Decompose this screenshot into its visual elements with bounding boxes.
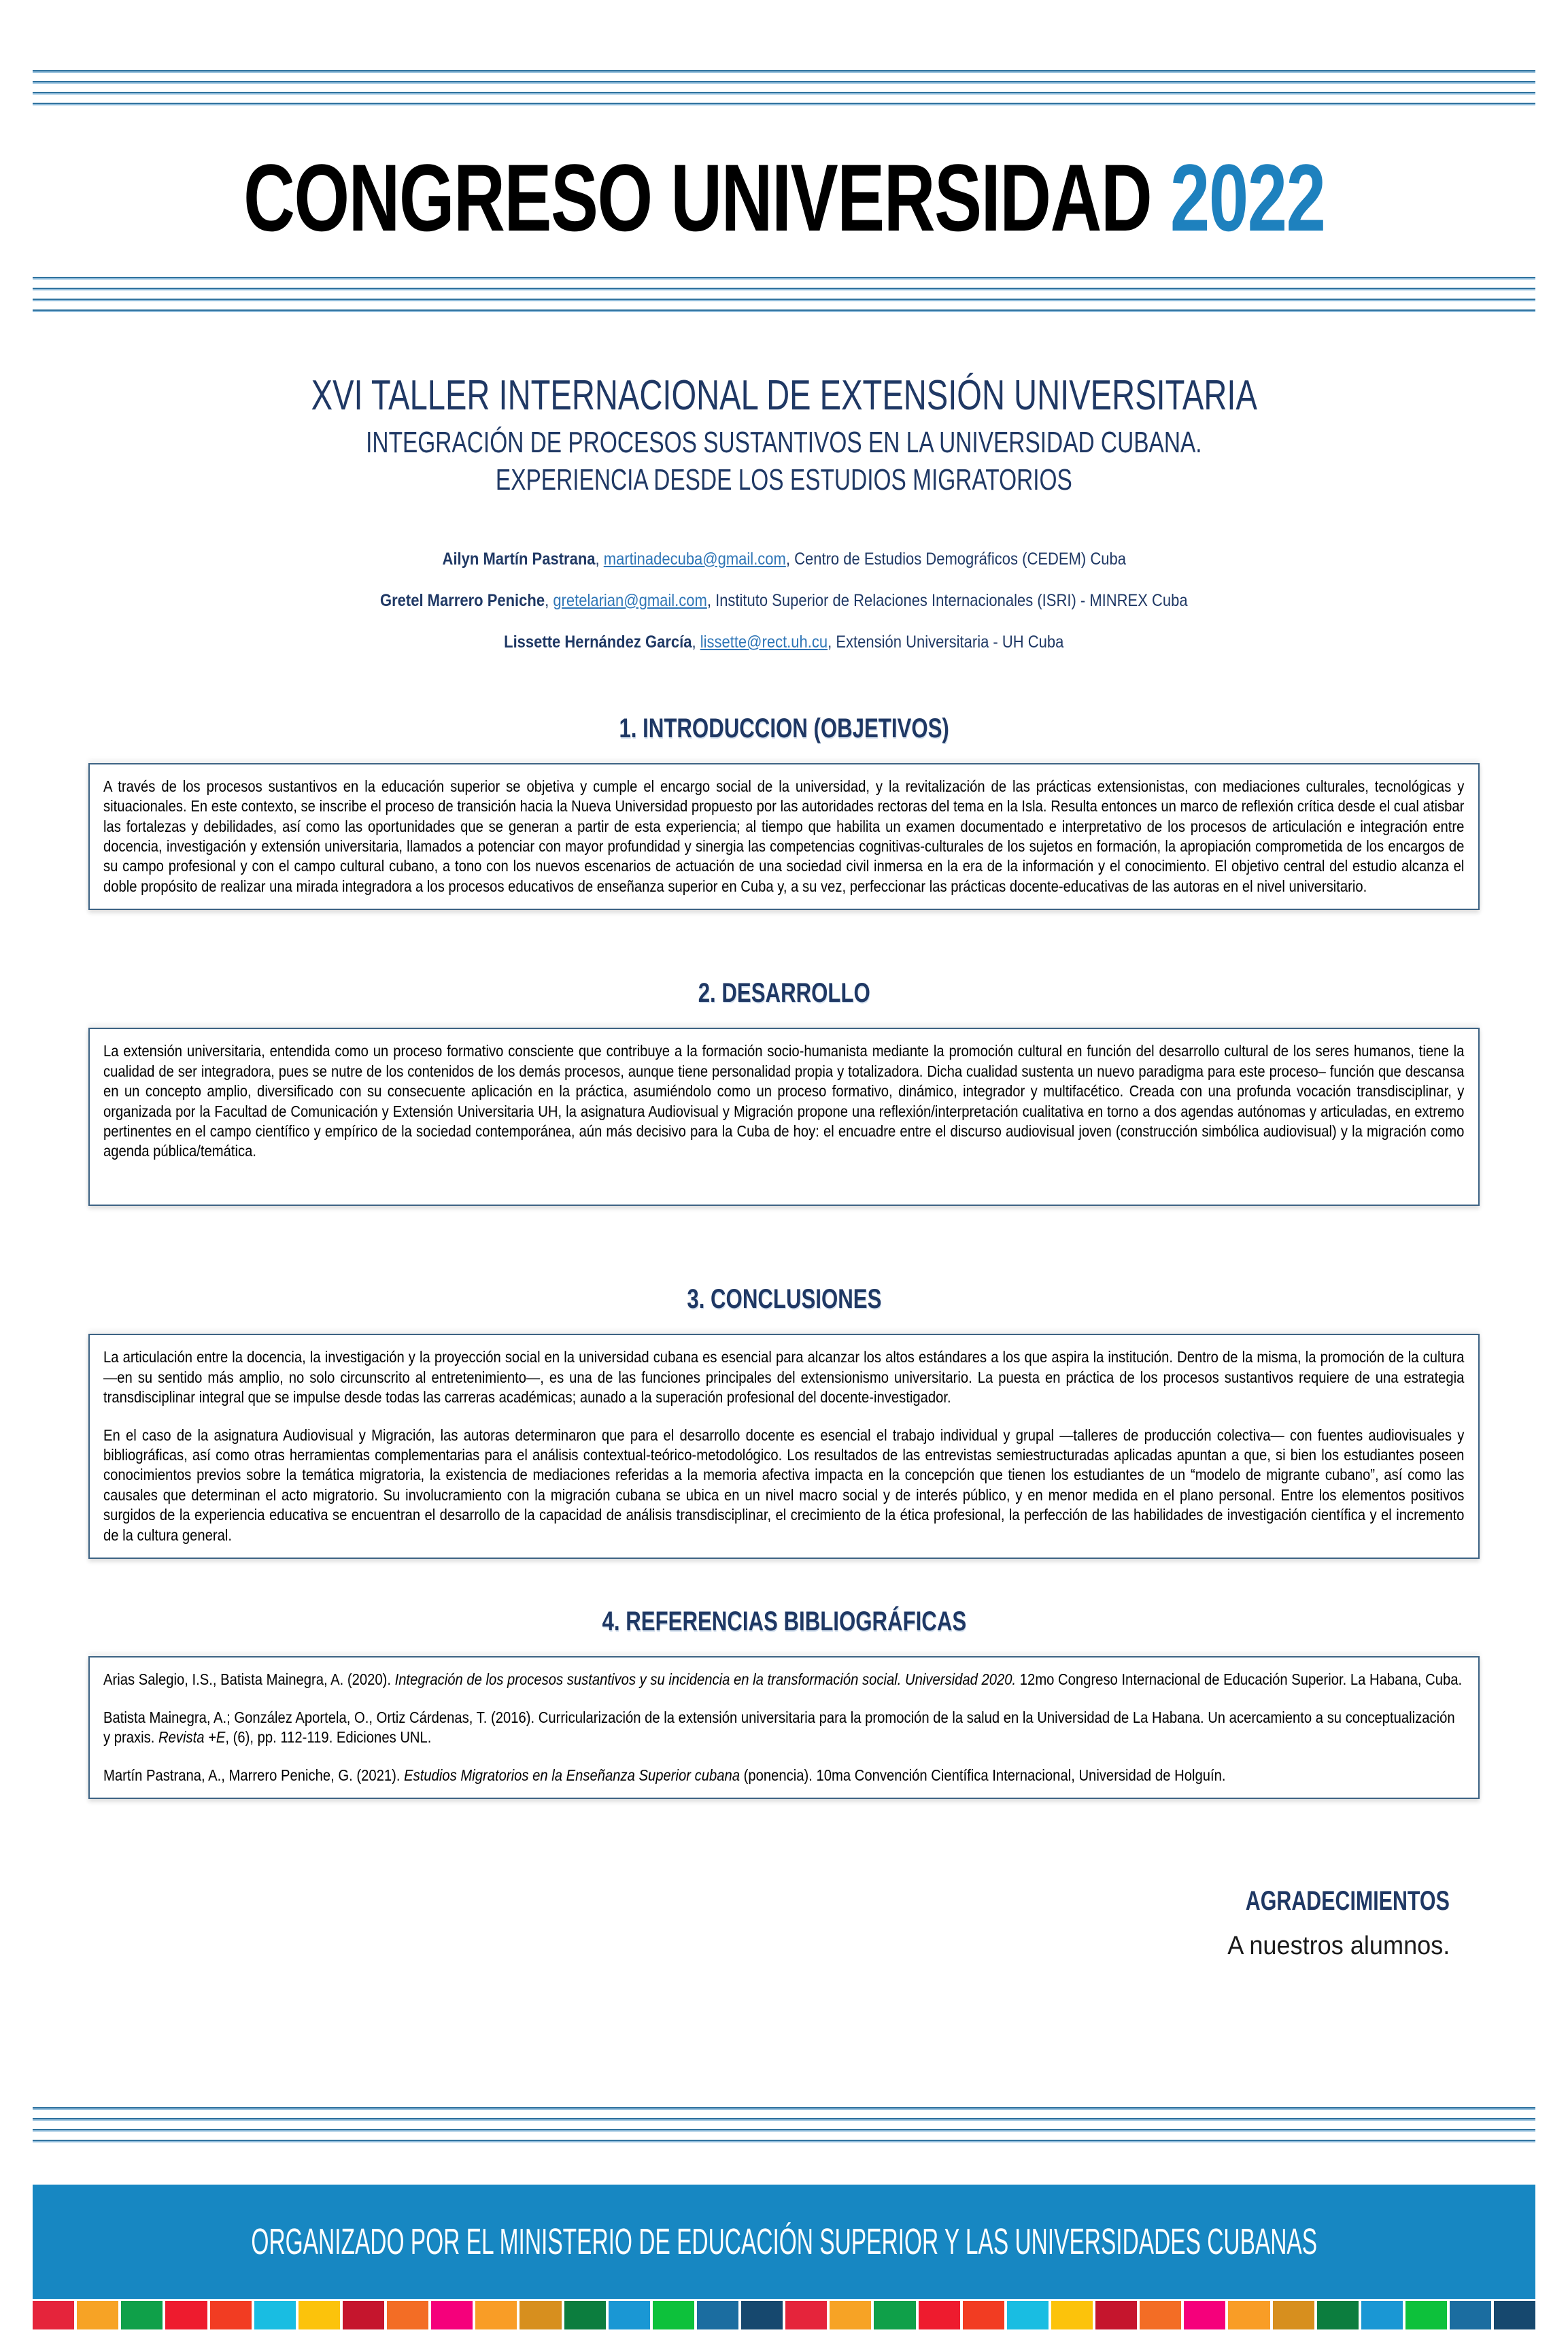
divider-line: [33, 2118, 1535, 2121]
divider-line: [33, 288, 1535, 290]
section-heading-conclusiones: 3. CONCLUSIONES: [686, 1284, 882, 1315]
conclusiones-paragraph-1: La articulación entre la docencia, la investigación y la proyección social en la universidad cubana es esencial para alcanzar los altos estándares a los que aspira la institución. Dentro de la misma, la promoción de la cultura —en su sentido más amplio, no solo circunscrito al entretenimiento—, es una de las funciones principales del extensionismo universitario. La puesta en práctica de los procesos sustantivos requiere de una estrategia transdisciplinar integral que se impulse desde todas las carreras académicas; aunado a la superación profesional del docente-investigador.: [103, 1348, 1465, 1407]
divider-line: [33, 309, 1535, 312]
sdg-color-square: [1273, 2301, 1314, 2329]
author-line-3: Lissette Hernández García, lissette@rect.uh.cu, Extensión Universitaria - UH Cuba: [504, 632, 1064, 652]
sdg-color-square: [1405, 2301, 1447, 2329]
sdg-color-square: [1228, 2301, 1269, 2329]
sdg-color-square: [1095, 2301, 1137, 2329]
event-title: XVI TALLER INTERNACIONAL DE EXTENSIÓN UNIVERSITARIA: [311, 372, 1257, 419]
agradecimientos-heading: AGRADECIMIENTOS: [1245, 1885, 1450, 1916]
sdg-color-square: [299, 2301, 340, 2329]
divider-line: [33, 70, 1535, 73]
sdg-color-square: [165, 2301, 207, 2329]
sdg-color-square: [1184, 2301, 1225, 2329]
sdg-color-square: [741, 2301, 783, 2329]
desarrollo-text-box: [88, 1028, 1480, 1206]
masthead-title: CONGRESO UNIVERSIDAD: [243, 144, 1151, 251]
organizer-footer-band: [33, 2185, 1535, 2299]
conclusiones-text-box: [88, 1334, 1480, 1559]
sdg-color-square: [1007, 2301, 1049, 2329]
sdg-color-square: [785, 2301, 827, 2329]
sdg-color-square: [830, 2301, 871, 2329]
sdg-color-square: [210, 2301, 252, 2329]
reference-item-1: Arias Salegio, I.S., Batista Mainegra, A. (2020). Integración de los procesos sustantivos y su incidencia en la transformación social. Universidad 2020. 12mo Congreso Internacional de Educación Superior. La Habana, Cuba.: [103, 1670, 1463, 1689]
divider-line: [33, 2129, 1535, 2132]
divider-line: [33, 2107, 1535, 2110]
conclusiones-paragraph-2: En el caso de la asignatura Audiovisual y Migración, las autoras determinaron que para el desarrollo docente es esencial el trabajo individual y grupal —talleres de producción colectiva— con fuentes audiovisuales y bibliográficas, así como otras herramientas complementarias para el análisis contextual-teórico-metodológico. Los resultados de las entrevistas semiestructuradas aplicadas apuntan a que, si bien los estudiantes poseen conocimientos previos sobre la temática migratoria, la existencia de mediaciones referidas a la memoria afectiva impacta en la concepción que tienen los estudiantes de un “modelo de migrante cubano”, así como las causales que determinan el acto migratorio. Su involucramiento con la migración cubana se ubica en un nivel macro social y de interés público, y en menor medida en el plano personal. Entre los elementos positivos surgidos de la experiencia educativa se encuentran el desarrollo de la capacidad de análisis transdisciplinar, el crecimiento de la ética profesional, la perfección de las habilidades de investigación científica y el incremento de la cultura general.: [103, 1426, 1465, 1544]
bottom-divider-lines: [33, 2107, 1535, 2142]
sdg-color-square: [653, 2301, 694, 2329]
authors-block: [0, 551, 1568, 651]
sdg-color-square: [519, 2301, 561, 2329]
introduccion-text-box: [88, 763, 1480, 911]
masthead-year: 2022: [1170, 144, 1325, 251]
email-link[interactable]: lissette@rect.uh.cu: [700, 632, 828, 652]
sdg-color-square: [564, 2301, 606, 2329]
sdg-color-square: [33, 2301, 74, 2329]
reference-item-2: Batista Mainegra, A.; González Aportela, O., Ortiz Cárdenas, T. (2016). Curricularización de la extensión universitaria para la promoción de la salud en la Universidad de La Habana. Un acercamiento a su conceptualización y praxis. Revista +E, (6), pp. 112-119. Ediciones UNL.: [103, 1708, 1455, 1747]
sdg-color-square: [475, 2301, 517, 2329]
sdg-color-square: [121, 2301, 163, 2329]
sdg-color-square: [1051, 2301, 1093, 2329]
sdg-color-square: [387, 2301, 428, 2329]
sdg-color-square: [1140, 2301, 1181, 2329]
agradecimientos-block: [0, 1886, 1568, 1961]
divider-line: [33, 92, 1535, 95]
referencias-text-box: [88, 1656, 1480, 1799]
sdg-color-square: [431, 2301, 473, 2329]
sdg-color-square: [77, 2301, 118, 2329]
sdg-color-square: [1494, 2301, 1535, 2329]
organizer-footer-text: ORGANIZADO POR EL MINISTERIO DE EDUCACIÓN SUPERIOR Y LAS UNIVERSIDADES CUBANAS: [251, 2221, 1317, 2262]
sdg-color-square: [609, 2301, 650, 2329]
divider-line: [33, 299, 1535, 301]
email-link[interactable]: gretelarian@gmail.com: [553, 590, 708, 610]
sdg-color-square: [1317, 2301, 1359, 2329]
email-link[interactable]: martinadecuba@gmail.com: [603, 549, 786, 569]
divider-line: [33, 2140, 1535, 2142]
top-divider-lines: [33, 0, 1535, 105]
reference-item-3: Martín Pastrana, A., Marrero Peniche, G. (2021). Estudios Migratorios en la Enseñanza Superior cubana (ponencia). 10ma Convención Científica Internacional, Universidad de Holguín.: [103, 1766, 1226, 1784]
author-line-2: Gretel Marrero Peniche, gretelarian@gmail.com, Instituto Superior de Relaciones Internacionales (ISRI) - MINREX Cuba: [380, 590, 1188, 610]
sdg-color-square: [874, 2301, 915, 2329]
divider-line: [33, 277, 1535, 280]
author-line-1: Ailyn Martín Pastrana, martinadecuba@gmail.com, Centro de Estudios Demográficos (CEDEM) Cuba: [442, 549, 1126, 569]
masthead-divider-lines: [33, 277, 1535, 312]
sdg-color-square: [919, 2301, 960, 2329]
desarrollo-body: La extensión universitaria, entendida como un proceso formativo consciente que contribuye a la formación socio-humanista mediante la promoción cultural en función del desarrollo cultural de los seres humanos, tiene la cualidad de ser integradora, pues se nutre de los contenidos de los demás procesos, aunque tiene personalidad propia y totalizadora. Dicha cualidad sustenta un nuevo paradigma para este proceso– función que descansa en un concepto amplio, diversificado con su consecuente aplicación en la práctica, asumiéndolo como un proceso formativo, dinámico, integrador y multifacético. Creada con una profunda vocación transdisciplinar, y organizada por la Facultad de Comunicación y Extensión Universitaria UH, la asignatura Audiovisual y Migración propone una reflexión/interpretación cualitativa en torno a dos agendas autónomas y articuladas, en extremo pertinentes en el campo científico y empírico de la sociedad contemporánea, aún más decisivo para la Cuba de hoy: el encuadre entre el discurso audiovisual joven (construcción simbólica audiovisual) y la migración como agenda pública/temática.: [103, 1042, 1465, 1160]
sdg-color-strip: [33, 2301, 1535, 2329]
event-subtitle-line1: INTEGRACIÓN DE PROCESOS SUSTANTIVOS EN LA UNIVERSIDAD CUBANA.: [366, 426, 1202, 460]
sdg-color-square: [697, 2301, 738, 2329]
section-heading-desarrollo: 2. DESARROLLO: [698, 978, 870, 1009]
event-subtitle-line2: EXPERIENCIA DESDE LOS ESTUDIOS MIGRATORIOS: [496, 463, 1072, 497]
section-heading-referencias: 4. REFERENCIAS BIBLIOGRÁFICAS: [602, 1606, 966, 1637]
introduccion-body: A través de los procesos sustantivos en la educación superior se objetiva y cumple el encargo social de la universidad, y la revitalización de las prácticas extensionistas, con mediaciones culturales, tecnológicas y situacionales. En este contexto, se inscribe el proceso de transición hacia la Nueva Universidad propuesto por las autoridades rectoras del tema en la Isla. Resulta entonces un marco de reflexión crítica desde el cual atisbar las fortalezas y debilidades, así como las oportunidades que se generan a partir de esta experiencia; al tiempo que habilita un examen documentado e interpretativo de los procesos de articulación e integración entre docencia, investigación y extensión universitaria, llamados a potenciar con mayor profundidad y sinergia las competencias cognitivas-culturales de los sujetos en formación, la apropiación comprometida de los encargos de su campo profesional y con el campo cultural cubano, a tono con los nuevos escenarios de actuación de una sociedad civil inmersa en la era de la información y el conocimiento. El objetivo central del estudio alcanza el doble propósito de realizar una mirada integradora a los procesos educativos de enseñanza superior en Cuba y, a su vez, perfeccionar las prácticas docente-educativas de las autoras en el nivel universitario.: [103, 777, 1465, 895]
sdg-color-square: [1450, 2301, 1491, 2329]
section-heading-introduccion: 1. INTRODUCCION (OBJETIVOS): [619, 713, 949, 743]
sdg-color-square: [343, 2301, 384, 2329]
sdg-color-square: [1361, 2301, 1403, 2329]
congress-masthead: [0, 144, 1568, 251]
divider-line: [33, 81, 1535, 84]
agradecimientos-text: A nuestros alumnos.: [1227, 1931, 1450, 1960]
sdg-color-square: [963, 2301, 1004, 2329]
divider-line: [33, 103, 1535, 105]
sdg-color-square: [254, 2301, 296, 2329]
